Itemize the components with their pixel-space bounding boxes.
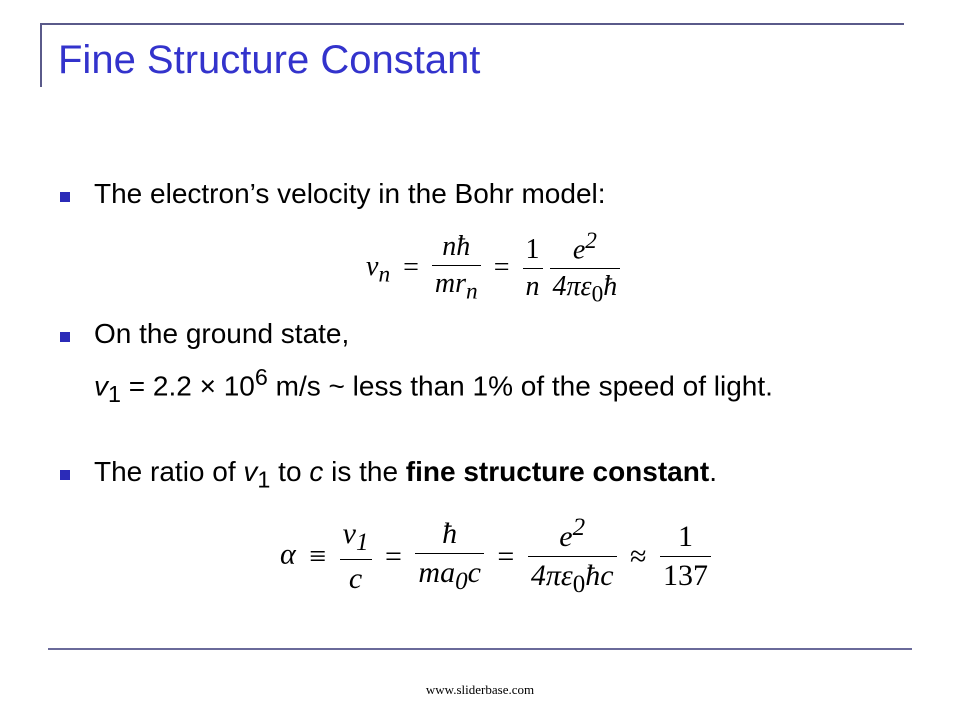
equals-sign: = [385, 539, 402, 573]
bullet-square-icon [60, 192, 70, 202]
equals-sign: = [403, 252, 419, 284]
fine-structure-equation [280, 514, 711, 599]
footer-website: www.sliderbase.com [425, 682, 535, 697]
slide-title: Fine Structure Constant [58, 38, 481, 82]
eq1-fraction-3: $\frac{e^2}{4\pi\varepsilon_0ħ}$ [550, 228, 621, 309]
eq1-fraction-1: $\frac{nħ}{mr_n}$ [432, 231, 481, 306]
equals-sign: = [497, 539, 515, 573]
title-frame-left-rule [40, 23, 42, 87]
bullet-text: The ratio of $v_1$ to c is the fine structure constant. [94, 456, 717, 493]
alpha-symbol: α [280, 537, 296, 571]
eq2-fraction-3: $\frac{e^2}{4\pi\varepsilon_0ħc}$ [528, 514, 617, 599]
bohr-velocity-equation [366, 228, 620, 309]
approx-sign: ≈ [630, 539, 647, 573]
eq2-fraction-4: $\frac{1}{137}$ [660, 520, 711, 593]
bullet-square-icon [60, 332, 70, 342]
eq2-fraction-1: $\frac{v_1}{c}$ [340, 517, 372, 596]
bullet-text: The electron’s velocity in the Bohr model: [94, 178, 606, 209]
eq1-fraction-2: $\frac{1}{n}$ [523, 234, 543, 303]
bullet-text: On the ground state, [94, 318, 350, 349]
footer-rule [48, 648, 912, 650]
title-frame-top-rule [40, 23, 904, 25]
eq2-fraction-2: $\frac{ħ}{ma_0c}$ [415, 517, 484, 596]
bullet-square-icon [60, 470, 70, 480]
eq1-lhs: $v_n$ [366, 250, 391, 288]
ground-state-velocity-line: $v_1 = 2.2 \times 10^6$ m/s ~ less than 1% of the speed of light. [94, 364, 773, 407]
identity-sign: ≡ [309, 539, 327, 573]
equals-sign: = [493, 252, 510, 284]
